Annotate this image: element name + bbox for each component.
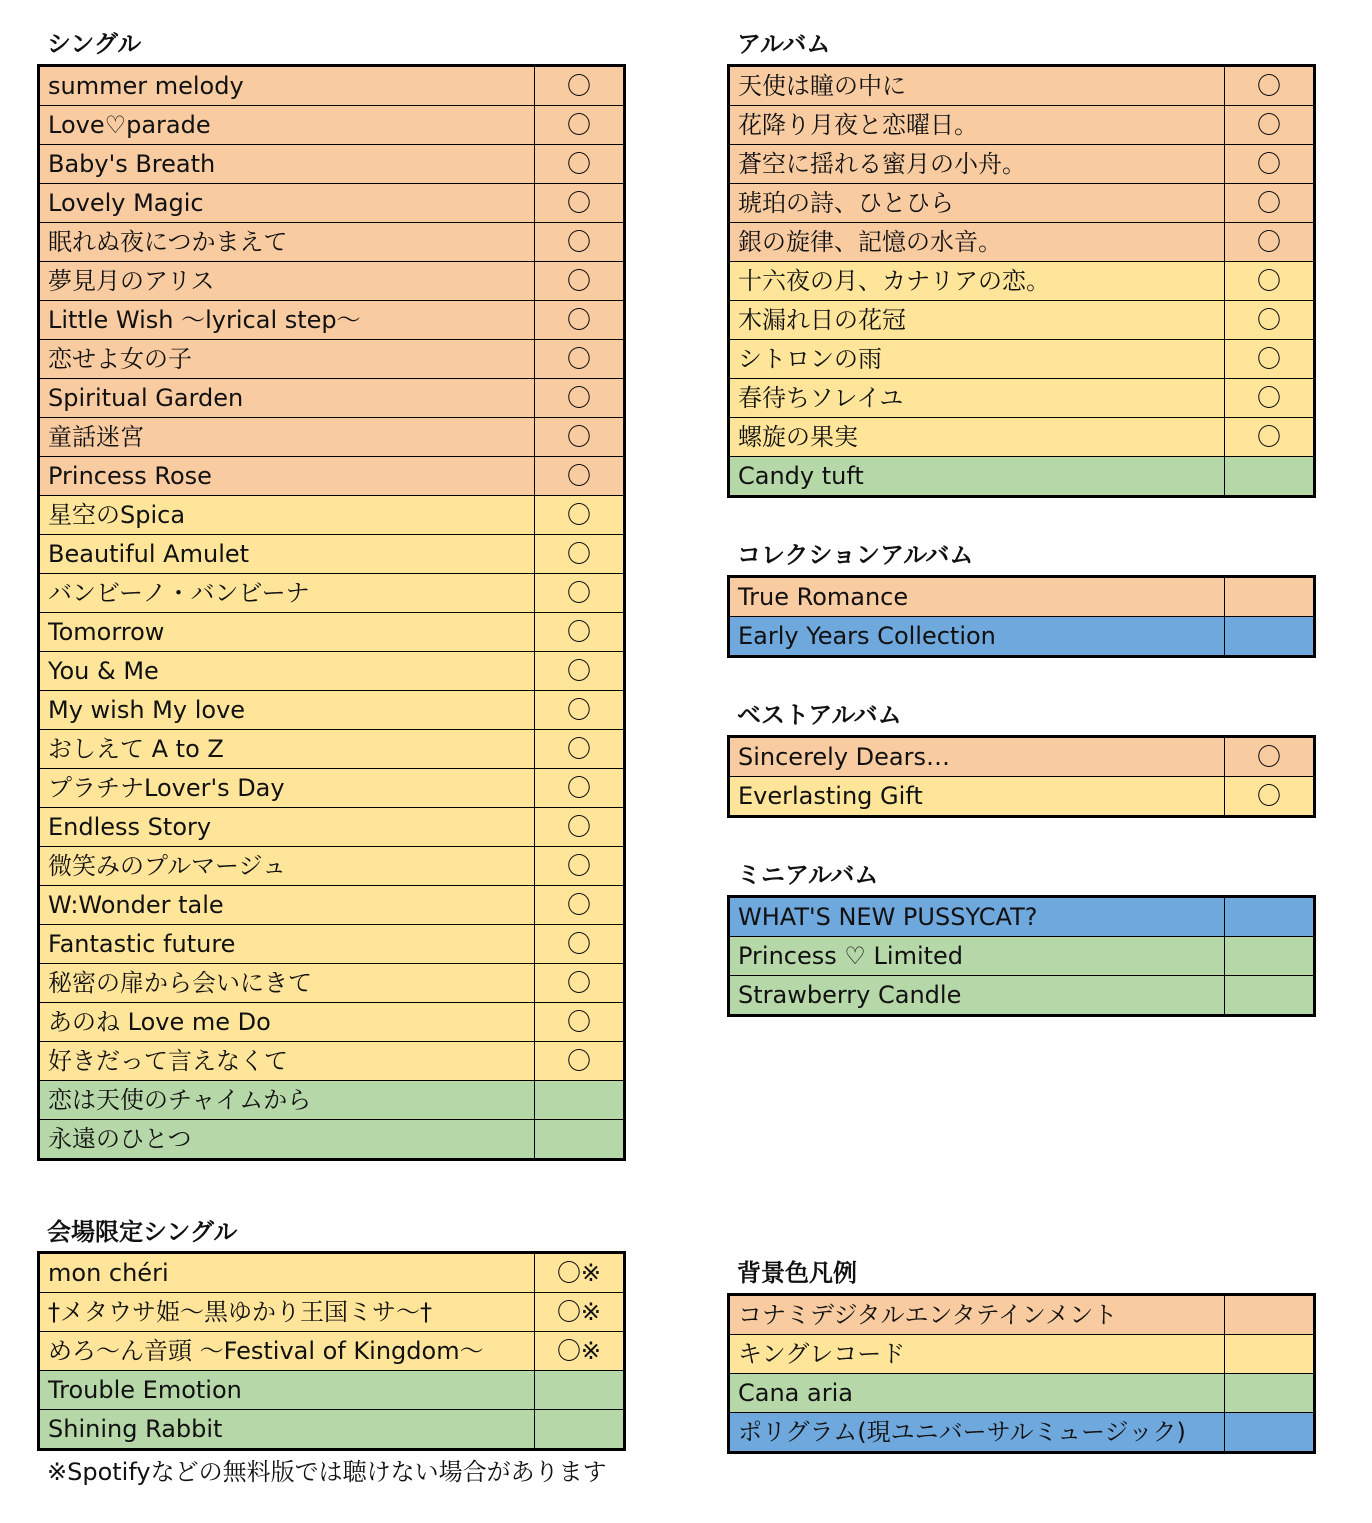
albums-row	[729, 457, 1315, 497]
singles-row	[39, 379, 625, 418]
title-cell: 春待ちソレイユ	[729, 379, 1225, 418]
legend-heading: 背景色凡例	[737, 1259, 857, 1287]
collection-row	[729, 617, 1315, 657]
singles-row	[39, 769, 625, 808]
availability-mark-cell: 〇	[535, 379, 625, 418]
venue-row	[39, 1253, 625, 1293]
availability-mark-cell: 〇	[535, 418, 625, 457]
title-cell: 琥珀の詩、ひとひら	[729, 184, 1225, 223]
availability-mark-cell: 〇	[535, 301, 625, 340]
availability-mark-cell: 〇	[535, 535, 625, 574]
availability-mark-cell	[535, 1410, 625, 1450]
title-cell: Candy tuft	[729, 457, 1225, 497]
singles-row	[39, 925, 625, 964]
title-cell: コナミデジタルエンタテインメント	[729, 1295, 1225, 1335]
title-cell: 木漏れ日の花冠	[729, 301, 1225, 340]
availability-mark-cell: 〇	[1225, 106, 1315, 145]
availability-mark-cell: 〇	[535, 769, 625, 808]
title-cell: Tomorrow	[39, 613, 535, 652]
mini-row	[729, 897, 1315, 937]
singles-row	[39, 457, 625, 496]
title-cell: おしえて A to Z	[39, 730, 535, 769]
singles-row	[39, 106, 625, 145]
best-albums-table	[727, 735, 1316, 818]
singles-row	[39, 340, 625, 379]
albums-row	[729, 106, 1315, 145]
singles-row	[39, 847, 625, 886]
legend-row	[729, 1374, 1315, 1413]
availability-mark-cell: 〇	[535, 964, 625, 1003]
legend-row	[729, 1335, 1315, 1374]
singles-row	[39, 691, 625, 730]
availability-mark-cell: 〇※	[535, 1293, 625, 1332]
singles-row	[39, 1042, 625, 1081]
availability-mark-cell	[535, 1081, 625, 1120]
title-cell: Endless Story	[39, 808, 535, 847]
title-cell: Early Years Collection	[729, 617, 1225, 657]
availability-mark-cell: 〇	[535, 730, 625, 769]
venue-row	[39, 1410, 625, 1450]
availability-mark-cell: 〇	[1225, 223, 1315, 262]
singles-row	[39, 262, 625, 301]
albums-row	[729, 262, 1315, 301]
title-cell: 夢見月のアリス	[39, 262, 535, 301]
title-cell: Spiritual Garden	[39, 379, 535, 418]
singles-row	[39, 1120, 625, 1160]
availability-mark-cell: 〇	[535, 184, 625, 223]
availability-mark-cell	[535, 1371, 625, 1410]
availability-mark-cell	[1225, 897, 1315, 937]
availability-mark-cell	[1225, 937, 1315, 976]
availability-mark-cell: 〇	[535, 457, 625, 496]
title-cell: summer melody	[39, 66, 535, 106]
singles-row	[39, 1081, 625, 1120]
title-cell: Cana aria	[729, 1374, 1225, 1413]
title-cell: 蒼空に揺れる蜜月の小舟。	[729, 145, 1225, 184]
mini-albums-heading: ミニアルバム	[737, 861, 879, 889]
availability-mark-cell: 〇	[1225, 145, 1315, 184]
availability-mark-cell: 〇	[535, 886, 625, 925]
title-cell: 十六夜の月、カナリアの恋。	[729, 262, 1225, 301]
singles-row	[39, 184, 625, 223]
title-cell: 恋せよ女の子	[39, 340, 535, 379]
availability-mark-cell: 〇	[535, 847, 625, 886]
singles-row	[39, 574, 625, 613]
availability-mark-cell	[1225, 1374, 1315, 1413]
singles-row	[39, 886, 625, 925]
title-cell: 秘密の扉から会いにきて	[39, 964, 535, 1003]
title-cell: Baby's Breath	[39, 145, 535, 184]
availability-mark-cell: 〇※	[535, 1253, 625, 1293]
legend-row	[729, 1295, 1315, 1335]
collection-albums-heading: コレクションアルバム	[737, 541, 974, 569]
availability-mark-cell: 〇	[535, 66, 625, 106]
availability-mark-cell: 〇	[535, 262, 625, 301]
availability-mark-cell	[535, 1120, 625, 1160]
mini-row	[729, 937, 1315, 976]
best-albums-heading: ベストアルバム	[737, 701, 902, 729]
title-cell: ポリグラム(現ユニバーサルミュージック)	[729, 1413, 1225, 1453]
mini-row	[729, 976, 1315, 1016]
availability-mark-cell	[1225, 1335, 1315, 1374]
title-cell: バンビーノ・バンビーナ	[39, 574, 535, 613]
title-cell: Princess ♡ Limited	[729, 937, 1225, 976]
singles-row	[39, 730, 625, 769]
singles-row	[39, 496, 625, 535]
title-cell: 星空のSpica	[39, 496, 535, 535]
availability-mark-cell: 〇	[535, 1003, 625, 1042]
availability-mark-cell: 〇	[1225, 777, 1315, 817]
title-cell: True Romance	[729, 577, 1225, 617]
singles-row	[39, 535, 625, 574]
title-cell: Shining Rabbit	[39, 1410, 535, 1450]
title-cell: mon chéri	[39, 1253, 535, 1293]
venue-row	[39, 1371, 625, 1410]
singles-row	[39, 964, 625, 1003]
availability-mark-cell: 〇	[535, 652, 625, 691]
singles-heading: シングル	[47, 30, 142, 58]
legend-row	[729, 1413, 1315, 1453]
availability-mark-cell: 〇	[1225, 66, 1315, 106]
availability-mark-cell	[1225, 1295, 1315, 1335]
title-cell: WHAT'S NEW PUSSYCAT?	[729, 897, 1225, 937]
availability-mark-cell	[1225, 577, 1315, 617]
availability-mark-cell: 〇	[535, 574, 625, 613]
availability-mark-cell: 〇	[1225, 418, 1315, 457]
albums-row	[729, 66, 1315, 106]
title-cell: プラチナLover's Day	[39, 769, 535, 808]
albums-row	[729, 223, 1315, 262]
venue-singles-heading: 会場限定シングル	[47, 1218, 238, 1246]
availability-mark-cell	[1225, 457, 1315, 497]
title-cell: W:Wonder tale	[39, 886, 535, 925]
collection-row	[729, 577, 1315, 617]
albums-heading: アルバム	[737, 30, 831, 58]
availability-mark-cell	[1225, 1413, 1315, 1453]
title-cell: キングレコード	[729, 1335, 1225, 1374]
title-cell: †メタウサ姫～黒ゆかり王国ミサ～†	[39, 1293, 535, 1332]
availability-mark-cell: 〇	[535, 340, 625, 379]
title-cell: Fantastic future	[39, 925, 535, 964]
title-cell: Princess Rose	[39, 457, 535, 496]
availability-mark-cell: 〇	[535, 613, 625, 652]
title-cell: 螺旋の果実	[729, 418, 1225, 457]
albums-row	[729, 418, 1315, 457]
title-cell: Strawberry Candle	[729, 976, 1225, 1016]
title-cell: Lovely Magic	[39, 184, 535, 223]
albums-row	[729, 184, 1315, 223]
title-cell: 好きだって言えなくて	[39, 1042, 535, 1081]
title-cell: Trouble Emotion	[39, 1371, 535, 1410]
singles-row	[39, 418, 625, 457]
availability-mark-cell: 〇	[535, 925, 625, 964]
title-cell: めろ～ん音頭 ～Festival of Kingdom～	[39, 1332, 535, 1371]
availability-mark-cell: 〇	[535, 496, 625, 535]
availability-mark-cell	[1225, 617, 1315, 657]
title-cell: 童話迷宮	[39, 418, 535, 457]
singles-row	[39, 66, 625, 106]
availability-mark-cell: 〇※	[535, 1332, 625, 1371]
title-cell: Little Wish ～lyrical step～	[39, 301, 535, 340]
mini-albums-table	[727, 895, 1316, 1017]
title-cell: 眠れぬ夜につかまえて	[39, 223, 535, 262]
availability-mark-cell: 〇	[535, 691, 625, 730]
availability-mark-cell: 〇	[535, 106, 625, 145]
albums-row	[729, 145, 1315, 184]
title-cell: シトロンの雨	[729, 340, 1225, 379]
venue-row	[39, 1293, 625, 1332]
availability-mark-cell: 〇	[1225, 262, 1315, 301]
availability-mark-cell: 〇	[535, 808, 625, 847]
title-cell: Everlasting Gift	[729, 777, 1225, 817]
title-cell: Sincerely Dears…	[729, 737, 1225, 777]
title-cell: あのね Love me Do	[39, 1003, 535, 1042]
availability-mark-cell: 〇	[1225, 737, 1315, 777]
venue-singles-table	[37, 1251, 626, 1451]
availability-mark-cell: 〇	[535, 145, 625, 184]
availability-mark-cell: 〇	[1225, 301, 1315, 340]
albums-table	[727, 64, 1316, 498]
spotify-note: ※Spotifyなどの無料版では聴けない場合があります	[47, 1458, 607, 1486]
title-cell: 恋は天使のチャイムから	[39, 1081, 535, 1120]
availability-mark-cell: 〇	[535, 1042, 625, 1081]
albums-row	[729, 379, 1315, 418]
best-row	[729, 737, 1315, 777]
albums-row	[729, 340, 1315, 379]
singles-row	[39, 652, 625, 691]
singles-row	[39, 1003, 625, 1042]
availability-mark-cell: 〇	[1225, 184, 1315, 223]
title-cell: 微笑みのプルマージュ	[39, 847, 535, 886]
title-cell: Beautiful Amulet	[39, 535, 535, 574]
singles-row	[39, 808, 625, 847]
title-cell: Love♡parade	[39, 106, 535, 145]
title-cell: You & Me	[39, 652, 535, 691]
title-cell: 銀の旋律、記憶の水音。	[729, 223, 1225, 262]
albums-row	[729, 301, 1315, 340]
availability-mark-cell: 〇	[1225, 379, 1315, 418]
title-cell: 永遠のひとつ	[39, 1120, 535, 1160]
legend-table	[727, 1293, 1316, 1454]
singles-row	[39, 223, 625, 262]
best-row	[729, 777, 1315, 817]
availability-mark-cell: 〇	[535, 223, 625, 262]
collection-albums-table	[727, 575, 1316, 658]
singles-table	[37, 64, 626, 1161]
availability-mark-cell	[1225, 976, 1315, 1016]
singles-row	[39, 301, 625, 340]
title-cell: 天使は瞳の中に	[729, 66, 1225, 106]
singles-row	[39, 145, 625, 184]
availability-mark-cell: 〇	[1225, 340, 1315, 379]
title-cell: 花降り月夜と恋曜日。	[729, 106, 1225, 145]
venue-row	[39, 1332, 625, 1371]
singles-row	[39, 613, 625, 652]
title-cell: My wish My love	[39, 691, 535, 730]
